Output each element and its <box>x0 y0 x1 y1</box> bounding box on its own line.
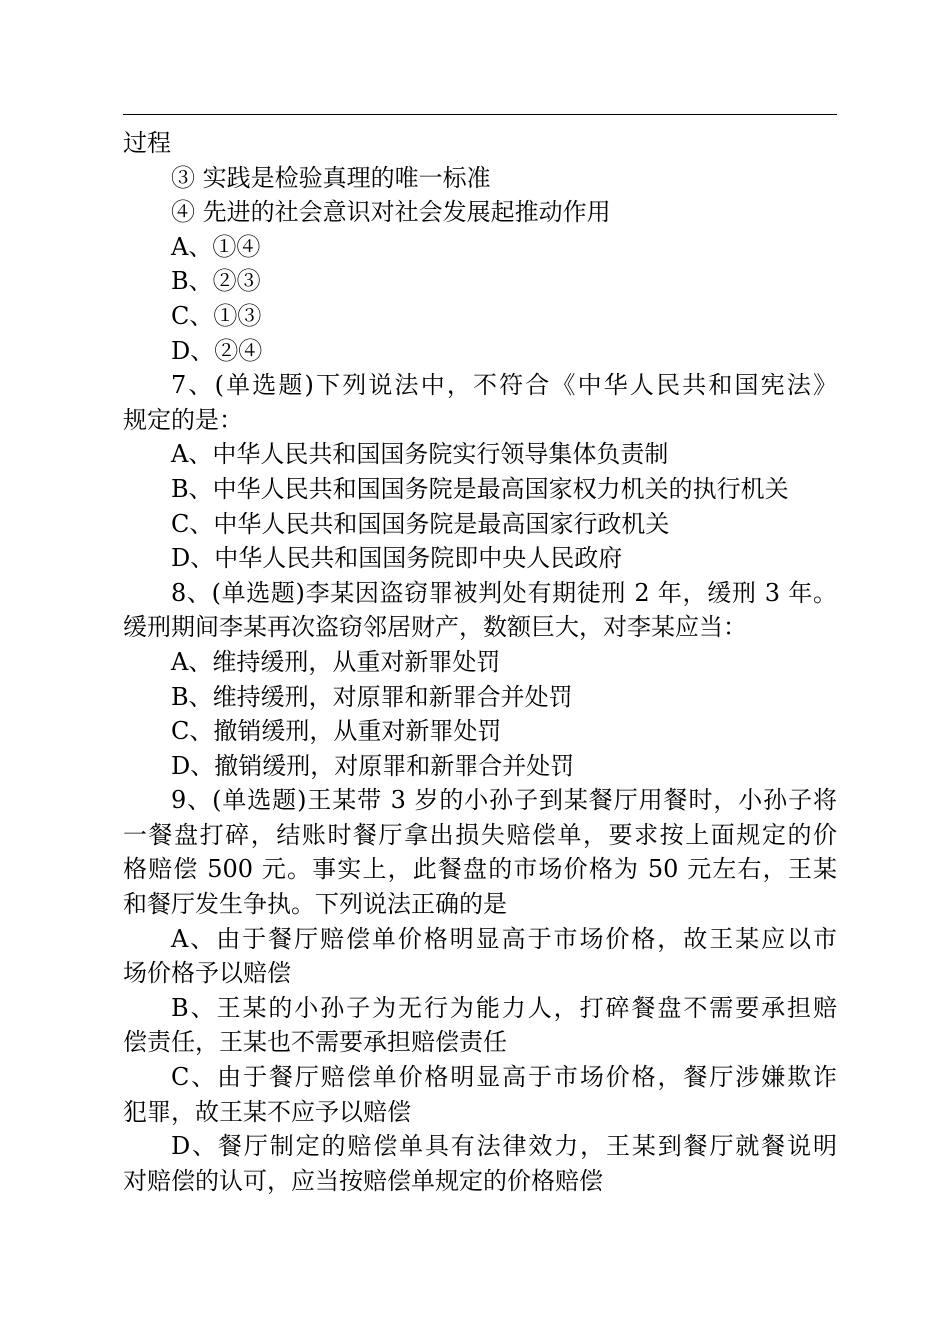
q8-option-a: A、维持缓刑，从重对新罪处罚 <box>171 647 501 676</box>
q9-option-c-line1: C、由于餐厅赔偿单价格明显高于市场价格，餐厅涉嫌欺诈 <box>171 1063 837 1092</box>
q7-stem-line1: 7、(单选题)下列说法中，不符合《中华人民共和国宪法》 <box>171 371 837 400</box>
option-a: A、①④ <box>171 232 261 261</box>
q7-option-d: D、中华人民共和国国务院即中央人民政府 <box>171 544 623 573</box>
statement-3: ③ 实践是检验真理的唯一标准 <box>171 163 491 192</box>
q8-option-b: B、维持缓刑，对原罪和新罪合并处罚 <box>171 682 573 711</box>
q9-stem-line1: 9、(单选题)王某带 3 岁的小孙子到某餐厅用餐时，小孙子将 <box>171 786 837 815</box>
header-rule <box>123 114 837 115</box>
option-c: C、①③ <box>171 301 262 330</box>
q9-option-b-line2: 偿责任，王某也不需要承担赔偿责任 <box>123 1028 507 1057</box>
q9-option-a-line2: 场价格予以赔偿 <box>123 959 291 988</box>
q8-option-c: C、撤销缓刑，从重对新罪处罚 <box>171 717 502 746</box>
q8-stem-line2: 缓刑期间李某再次盗窃邻居财产，数额巨大，对李某应当： <box>123 613 747 642</box>
q7-option-c: C、中华人民共和国国务院是最高国家行政机关 <box>171 509 670 538</box>
q9-option-d-line1: D、餐厅制定的赔偿单具有法律效力，王某到餐厅就餐说明 <box>171 1132 837 1161</box>
q7-stem-line2: 规定的是： <box>123 405 243 434</box>
q7-option-a: A、中华人民共和国国务院实行领导集体负责制 <box>171 440 669 469</box>
q9-option-b-line1: B、王某的小孙子为无行为能力人，打碎餐盘不需要承担赔 <box>171 993 837 1022</box>
document-body <box>123 126 837 1198</box>
q9-option-d-line2: 对赔偿的认可，应当按赔偿单规定的价格赔偿 <box>123 1166 603 1195</box>
q9-option-a-line1: A、由于餐厅赔偿单价格明显高于市场价格，故王某应以市 <box>171 924 837 953</box>
statement-4: ④ 先进的社会意识对社会发展起推动作用 <box>171 198 611 227</box>
q7-option-b: B、中华人民共和国国务院是最高国家权力机关的执行机关 <box>171 474 789 503</box>
option-b: B、②③ <box>171 267 261 296</box>
q9-option-c-line2: 犯罪，故王某不应予以赔偿 <box>123 1097 411 1126</box>
q9-stem-line4: 和餐厅发生争执。下列说法正确的是 <box>123 890 507 919</box>
option-d: D、②④ <box>171 336 263 365</box>
q9-stem-line3: 格赔偿 500 元。事实上，此餐盘的市场价格为 50 元左右，王某 <box>123 855 837 884</box>
q8-stem-line1: 8、(单选题)李某因盗窃罪被判处有期徒刑 2 年，缓刑 3 年。 <box>171 578 837 607</box>
q9-stem-line2: 一餐盘打碎，结账时餐厅拿出损失赔偿单，要求按上面规定的价 <box>123 820 837 849</box>
q8-option-d: D、撤销缓刑，对原罪和新罪合并处罚 <box>171 751 575 780</box>
continuation-text: 过程 <box>123 129 171 157</box>
